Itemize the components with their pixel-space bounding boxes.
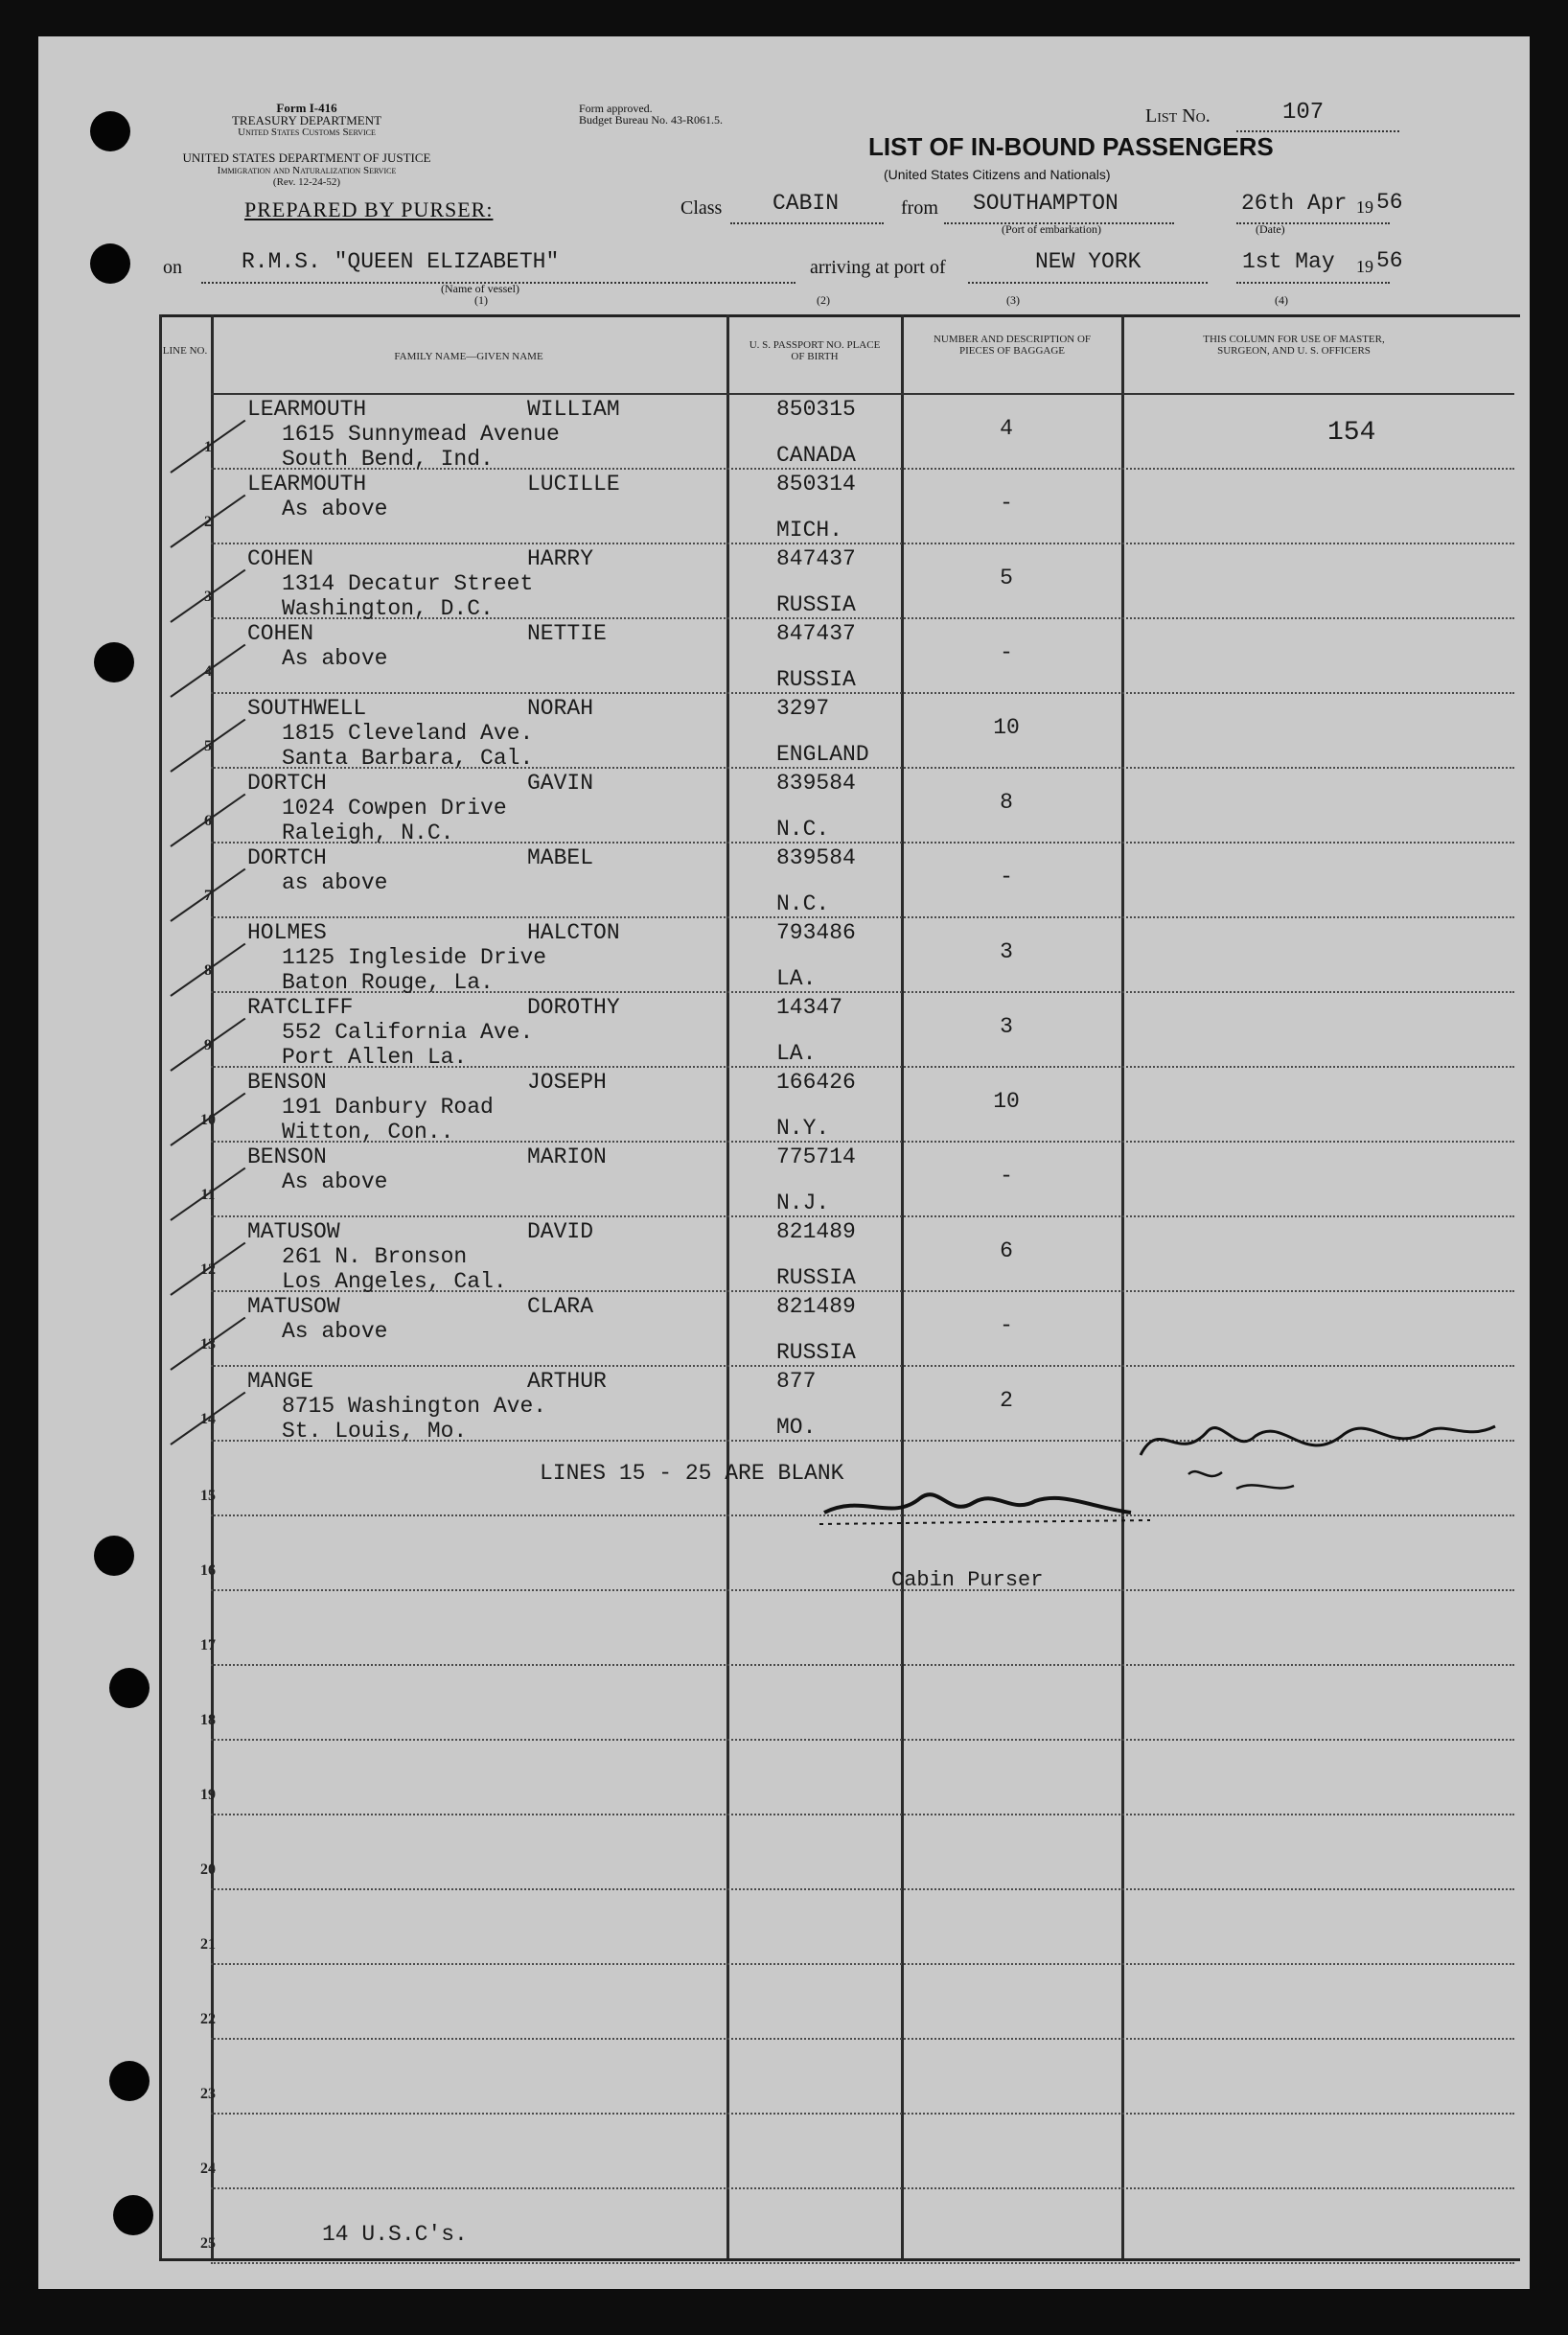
row-separator (211, 1814, 1514, 1815)
family-name: DORTCH (247, 845, 327, 870)
address-line1: As above (282, 1319, 388, 1344)
given-name: HALCTON (527, 920, 620, 945)
header-name: FAMILY NAME—GIVEN NAME (394, 351, 543, 362)
row-separator (211, 1739, 1514, 1741)
address-line2: Santa Barbara, Cal. (282, 746, 534, 771)
passport-number: 821489 (776, 1294, 856, 1319)
row-separator (211, 1589, 1514, 1591)
col2-number: (2) (817, 293, 830, 307)
passport-number: 166426 (776, 1070, 856, 1095)
row-separator (211, 1888, 1514, 1890)
row-separator (211, 2113, 1514, 2115)
address-line2: St. Louis, Mo. (282, 1419, 468, 1444)
passport-number: 850314 (776, 472, 856, 497)
baggage-count: 2 (1000, 1388, 1013, 1413)
baggage-count: - (1000, 640, 1013, 665)
officer-note: 154 (1327, 418, 1376, 448)
line-number: 17 (200, 1637, 216, 1653)
ins-header: Immigration and Naturalization Service (217, 165, 397, 176)
line-number: 7 (204, 888, 212, 904)
header-officers: THIS COLUMN FOR USE OF MASTER, SURGEON, AND U. S. OFFICERS (1203, 334, 1385, 357)
baggage-count: 3 (1000, 1014, 1013, 1039)
check-mark (170, 1242, 245, 1296)
check-mark (170, 868, 245, 922)
form-number: Form I-416 (276, 101, 337, 115)
passport-number: 14347 (776, 995, 843, 1020)
binder-hole (113, 2195, 153, 2235)
place-of-birth: RUSSIA (776, 1340, 856, 1365)
line-number: 1 (204, 439, 212, 455)
baggage-count: 8 (1000, 790, 1013, 815)
passport-number: 775714 (776, 1144, 856, 1169)
check-mark (170, 1168, 245, 1221)
address-line1: As above (282, 497, 388, 521)
family-name: DORTCH (247, 771, 327, 796)
row-separator (211, 2187, 1514, 2189)
place-of-birth: RUSSIA (776, 667, 856, 692)
address-line2: Witton, Con.. (282, 1120, 454, 1144)
baggage-count: 3 (1000, 939, 1013, 964)
baggage-count: 10 (993, 715, 1020, 740)
address-line1: 1125 Ingleside Drive (282, 945, 547, 970)
family-name: HOLMES (247, 920, 327, 945)
line-number: 10 (200, 1112, 216, 1128)
check-mark (170, 644, 245, 698)
revision: (Rev. 12-24-52) (272, 176, 341, 188)
line-number: 19 (200, 1787, 216, 1803)
row-separator (211, 1365, 1514, 1367)
address-line1: 8715 Washington Ave. (282, 1394, 547, 1419)
line-number: 4 (204, 663, 212, 680)
line-number: 21 (200, 1936, 216, 1953)
embarkation-port: SOUTHAMPTON (973, 191, 1118, 216)
passport-number: 793486 (776, 920, 856, 945)
binder-hole (90, 111, 130, 151)
arrival-year-prefix: 19 (1356, 257, 1373, 276)
family-name: COHEN (247, 621, 314, 646)
passport-number: 839584 (776, 845, 856, 870)
budget-bureau: Budget Bureau No. 43-R061.5. (579, 113, 723, 127)
binder-hole (94, 642, 134, 682)
embarkation-year: 56 (1376, 190, 1403, 215)
place-of-birth: RUSSIA (776, 1265, 856, 1290)
document-page (38, 36, 1530, 2289)
check-mark (170, 719, 245, 773)
given-name: MABEL (527, 845, 594, 870)
address-line1: As above (282, 646, 388, 671)
line-number: 15 (200, 1488, 216, 1504)
total-citizens-note: 14 U.S.C's. (322, 2222, 468, 2247)
check-mark (170, 495, 245, 548)
class-value: CABIN (772, 191, 840, 216)
vessel-name: R.M.S. "QUEEN ELIZABETH" (242, 249, 560, 274)
address-line2: Washington, D.C. (282, 596, 494, 621)
given-name: CLARA (527, 1294, 594, 1319)
family-name: MATUSOW (247, 1294, 340, 1319)
row-separator (211, 1963, 1514, 1965)
place-of-birth: MICH. (776, 518, 843, 543)
check-mark (170, 1018, 245, 1072)
address-line2: Baton Rouge, La. (282, 970, 494, 995)
given-name: NETTIE (527, 621, 607, 646)
given-name: GAVIN (527, 771, 594, 796)
address-line2: Port Allen La. (282, 1045, 468, 1070)
line-number: 6 (204, 813, 212, 829)
address-line1: 1615 Sunnymead Avenue (282, 422, 560, 447)
line-number: 22 (200, 2011, 216, 2027)
row-separator (211, 1664, 1514, 1666)
header-passport: U. S. PASSPORT NO. PLACE OF BIRTH (749, 339, 881, 362)
check-mark (170, 1093, 245, 1146)
check-mark (170, 794, 245, 847)
on-label: on (163, 257, 182, 278)
check-mark (170, 943, 245, 997)
year-prefix: 19 (1356, 197, 1373, 217)
line-number: 5 (204, 738, 212, 754)
embarkation-date: 26th Apr (1241, 191, 1348, 216)
place-of-birth: RUSSIA (776, 592, 856, 617)
embarkation-caption: (Port of embarkation) (1002, 222, 1101, 236)
given-name: WILLIAM (527, 397, 620, 422)
address-line1: 1314 Decatur Street (282, 571, 534, 596)
place-of-birth: N.J. (776, 1191, 830, 1215)
baggage-count: 4 (1000, 416, 1013, 441)
family-name: BENSON (247, 1144, 327, 1169)
baggage-count: 5 (1000, 566, 1013, 590)
date-caption: (Date) (1256, 222, 1285, 236)
passport-number: 877 (776, 1369, 817, 1394)
customs-service: United States Customs Service (238, 127, 376, 138)
purser-signature (805, 1474, 1169, 1541)
place-of-birth: LA. (776, 966, 817, 991)
given-name: DOROTHY (527, 995, 620, 1020)
family-name: SOUTHWELL (247, 696, 367, 721)
family-name: RATCLIFF (247, 995, 354, 1020)
address-line1: as above (282, 870, 388, 895)
place-of-birth: MO. (776, 1415, 817, 1440)
binder-hole (94, 1536, 134, 1576)
col3-number: (3) (1006, 293, 1020, 307)
binder-hole (109, 1668, 150, 1708)
given-name: HARRY (527, 546, 594, 571)
passport-number: 839584 (776, 771, 856, 796)
baggage-count: - (1000, 1164, 1013, 1189)
line-number: 23 (200, 2086, 216, 2102)
form-title: LIST OF IN-BOUND PASSENGERS (868, 132, 1274, 161)
line-number: 25 (200, 2235, 216, 2252)
line-number: 13 (200, 1336, 216, 1352)
row-separator (211, 692, 1514, 694)
header-baggage: NUMBER AND DESCRIPTION OF PIECES OF BAGGAGE (933, 334, 1092, 357)
row-separator (211, 2262, 1514, 2264)
place-of-birth: CANADA (776, 443, 856, 468)
from-label: from (901, 197, 938, 219)
row-separator (211, 543, 1514, 544)
line-number: 8 (204, 962, 212, 979)
place-of-birth: N.C. (776, 817, 830, 842)
col4-number: (4) (1275, 293, 1288, 307)
line-number: 18 (200, 1712, 216, 1728)
baggage-count: - (1000, 491, 1013, 516)
family-name: LEARMOUTH (247, 397, 367, 422)
treasury-dept: TREASURY DEPARTMENT (231, 113, 382, 127)
passport-number: 850315 (776, 397, 856, 422)
family-name: MANGE (247, 1369, 314, 1394)
class-label: Class (680, 197, 723, 219)
binder-hole (90, 243, 130, 284)
header-line-no: LINE NO. (162, 345, 208, 357)
address-line1: As above (282, 1169, 388, 1194)
baggage-count: - (1000, 1313, 1013, 1338)
passport-number: 3297 (776, 696, 830, 721)
line-number: 24 (200, 2161, 216, 2177)
family-name: COHEN (247, 546, 314, 571)
purser-caption: Cabin Purser (891, 1568, 1044, 1592)
line-number: 2 (204, 514, 212, 530)
given-name: NORAH (527, 696, 594, 721)
row-separator (211, 2038, 1514, 2040)
line-number: 14 (200, 1411, 216, 1427)
passport-number: 847437 (776, 621, 856, 646)
address-line1: 1024 Cowpen Drive (282, 796, 507, 821)
line-number: 3 (204, 589, 212, 605)
baggage-count: - (1000, 865, 1013, 890)
prepared-by: PREPARED BY PURSER: (244, 197, 494, 221)
place-of-birth: N.C. (776, 891, 830, 916)
address-line2: Raleigh, N.C. (282, 821, 454, 845)
list-number: 107 (1282, 100, 1325, 126)
check-mark (170, 1392, 245, 1445)
col1-number: (1) (474, 293, 488, 307)
given-name: DAVID (527, 1219, 594, 1244)
address-line1: 261 N. Bronson (282, 1244, 468, 1269)
line-number: 12 (200, 1261, 216, 1278)
given-name: MARION (527, 1144, 607, 1169)
place-of-birth: ENGLAND (776, 742, 869, 767)
given-name: LUCILLE (527, 472, 620, 497)
line-number: 16 (200, 1562, 216, 1579)
passport-number: 847437 (776, 546, 856, 571)
binder-hole (109, 2061, 150, 2101)
list-no-label: List No. (1145, 105, 1211, 127)
address-line1: 552 California Ave. (282, 1020, 534, 1045)
given-name: ARTHUR (527, 1369, 607, 1394)
doj-header: UNITED STATES DEPARTMENT OF JUSTICE (182, 150, 431, 165)
given-name: JOSEPH (527, 1070, 607, 1095)
form-subtitle: (United States Citizens and Nationals) (884, 167, 1111, 182)
check-mark (170, 420, 245, 474)
check-mark (170, 569, 245, 623)
arrival-date: 1st May (1242, 249, 1335, 274)
family-name: BENSON (247, 1070, 327, 1095)
baggage-count: 10 (993, 1089, 1020, 1114)
address-line1: 1815 Cleveland Ave. (282, 721, 534, 746)
form-approved: Form approved. (579, 102, 653, 115)
family-name: MATUSOW (247, 1219, 340, 1244)
arrival-port: NEW YORK (1035, 249, 1141, 274)
baggage-count: 6 (1000, 1238, 1013, 1263)
line-number: 11 (200, 1187, 216, 1203)
arriving-label: arriving at port of (810, 257, 946, 278)
arrival-year: 56 (1376, 248, 1403, 273)
family-name: LEARMOUTH (247, 472, 367, 497)
address-line2: Los Angeles, Cal. (282, 1269, 507, 1294)
passport-number: 821489 (776, 1219, 856, 1244)
blank-lines-note: LINES 15 - 25 ARE BLANK (540, 1461, 844, 1486)
check-mark (170, 1317, 245, 1371)
place-of-birth: N.Y. (776, 1116, 830, 1141)
address-line1: 191 Danbury Road (282, 1095, 494, 1120)
row-separator (211, 1215, 1514, 1217)
row-separator (211, 916, 1514, 918)
line-number: 20 (200, 1861, 216, 1878)
address-line2: South Bend, Ind. (282, 447, 494, 472)
officer-signature (1131, 1398, 1514, 1513)
line-number: 9 (204, 1037, 212, 1053)
place-of-birth: LA. (776, 1041, 817, 1066)
vessel-caption: (Name of vessel) (441, 282, 519, 295)
